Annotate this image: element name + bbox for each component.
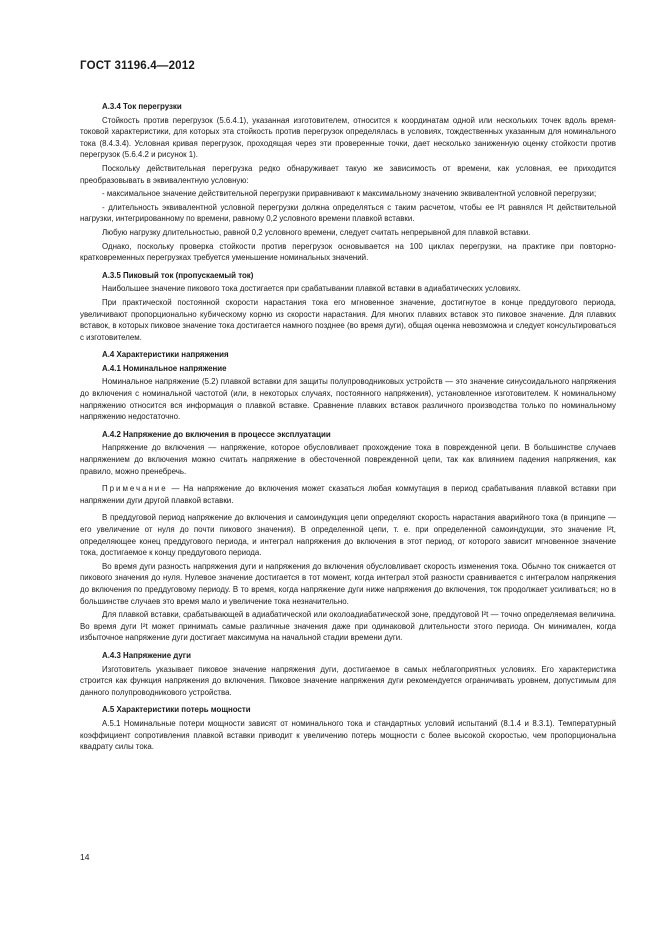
body-paragraph: При практической постоянной скорости нарастания тока его мгновенное значение, достигнутое в конце преддугового периода, увеличивают пропорционально кубическому корню из скорости нарастания. Для многих плавких вставок это пиковое значение. Для плавких вставок, в которых пиковое значение тока достигается намного позднее (во время дуги), общая оценка невозможна и следует консультироваться с изготовителем.	[80, 297, 616, 342]
section-heading: А.4 Характеристики напряжения	[102, 350, 229, 360]
body-paragraph: Стойкость против перегрузок (5.6.4.1), указанная изготовителем, относится к координатам одной или нескольких точек вдоль время-токовой характеристики, для которых эта стойкость против перегрузок определялась в условиях, тождественных указанным для номинального тока (8.4.3.4). Условная кривая перегрузок, проходящая через эти проверенные точки, дает несколько заниженную оценку стойкости против перегрузок (5.6.4.2 и рисунок 1).	[80, 115, 616, 160]
body-paragraph: Поскольку действительная перегрузка редко обнаруживает такую же зависимость от времени, как условная, ее приходится преобразовывать в эквивалентную условную:	[80, 163, 616, 185]
section-heading: А.3.5 Пиковый ток (пропускаемый ток)	[102, 270, 254, 280]
body-paragraph: Однако, поскольку проверка стойкости против перегрузок основывается на 100 циклах перегрузки, на практике при повторно-кратковременных перегрузках требуется уменьшение номинальных значений.	[80, 241, 616, 263]
body-paragraph: Напряжение до включения — напряжение, которое обусловливает прохождение тока в поврежденной цепи. В большинстве случаев напряжением до включения можно считать напряжение в обесточенной поврежденной цепи, так как влиянием падения напряжения, как правило, можно пренебречь.	[80, 443, 616, 476]
note-text: — На напряжение до включения может сказаться любая коммутация в период срабатывания плавкой вставки при напряжении дуги другой плавкой вставки.	[80, 484, 616, 505]
body-paragraph: Наибольшее значение пикового тока достигается при срабатывании плавкой вставки в адиабатических условиях.	[102, 284, 521, 294]
body-paragraph: Во время дуги разность напряжения дуги и напряжения до включения обусловливает скорость изменения тока. Обычно ток снижается от пикового значения до нуля. Нулевое значение достигается в тот момент, когда интеграл этой разности сравнивается с интегралом напряжения до включения по преддуговому периоду. В то время, когда напряжение дуги ниже напряжения до включения, ток продолжает усиливаться; но в большинстве случаев это время мало и увеличение тока незначительно.	[80, 561, 616, 606]
page-number: 14	[80, 852, 90, 862]
note-paragraph	[80, 483, 616, 506]
body-paragraph: Номинальное напряжение (5.2) плавкой вставки для защиты полупроводниковых устройств — это значение синусоидального напряжения до включения с номинальной частотой (или, в некоторых случаях, постоянного напряжения), установленное изготовителем. К номинальному напряжению относится вся информация о плавкой вставке. Сравнение плавких вставок различного производства только по номинальному напряжению недостаточно.	[80, 377, 616, 422]
document-body	[80, 95, 616, 755]
section-heading: А.4.3 Напряжение дуги	[102, 650, 191, 660]
section-heading: А.4.1 Номинальное напряжение	[102, 363, 227, 373]
body-paragraph: - максимальное значение действительной перегрузки приравнивают к максимальному значению эквивалентной условной перегрузки;	[102, 189, 597, 199]
body-paragraph: Изготовитель указывает пиковое значение напряжения дуги, достигаемое в самых неблагоприятных условиях. Его характеристика строится как функция напряжения до включения. Пиковое значение напряжения дуги рекомендуется ограничивать уровнем, допустимым для данного полупроводникового устройства.	[80, 664, 616, 697]
body-paragraph: - длительность эквивалентной условной перегрузки должна определяться с таким расчетом, чтобы ее I²t равнялся I²t действительной нагрузки, интегрированному по времени, равному 0,2 условного времени плавкой вставки.	[80, 202, 616, 224]
document-header: ГОСТ 31196.4—2012	[80, 60, 195, 72]
section-heading: А.5 Характеристики потерь мощности	[102, 705, 251, 715]
body-paragraph: Для плавкой вставки, срабатывающей в адиабатической или околоадиабатической зоне, преддуговой I²t — точно определяемая величина. Во время дуги I²t может принимать самые различные значения даже при одинаковой длительности этого периода. Он минимален, когда избыточное напряжение дуги достигает максимума на начальной стадии времени дуги.	[80, 610, 616, 643]
section-heading: А.4.2 Напряжение до включения в процессе эксплуатации	[102, 429, 331, 439]
section-heading: А.3.4 Ток перегрузки	[102, 102, 182, 111]
body-paragraph: А.5.1 Номинальные потери мощности зависят от номинального тока и стандартных условий испытаний (8.1.4 и 8.3.1). Температурный коэффициент сопротивления плавкой вставки приводит к увеличению потерь мощности с более высокой скоростью, чем пропорциональна квадрату силы тока.	[80, 718, 616, 752]
note-label: Примечание	[102, 484, 168, 494]
body-paragraph: В преддуговой период напряжение до включения и самоиндукция цепи определяют скорость нарастания аварийного тока (в принципе — его увеличение от нуля до почти пикового значения). В определенной цепи, т. е. при определенной самоиндукции, это значение I²t, определяющее конец преддугового периода, и интеграл напряжения до включения в этот период, от которого зависит мгновенное значение тока, достигаемое к концу преддугового периода.	[80, 513, 616, 558]
body-paragraph: Любую нагрузку длительностью, равной 0,2 условного времени, следует считать непрерывной для плавкой вставки.	[102, 227, 531, 237]
